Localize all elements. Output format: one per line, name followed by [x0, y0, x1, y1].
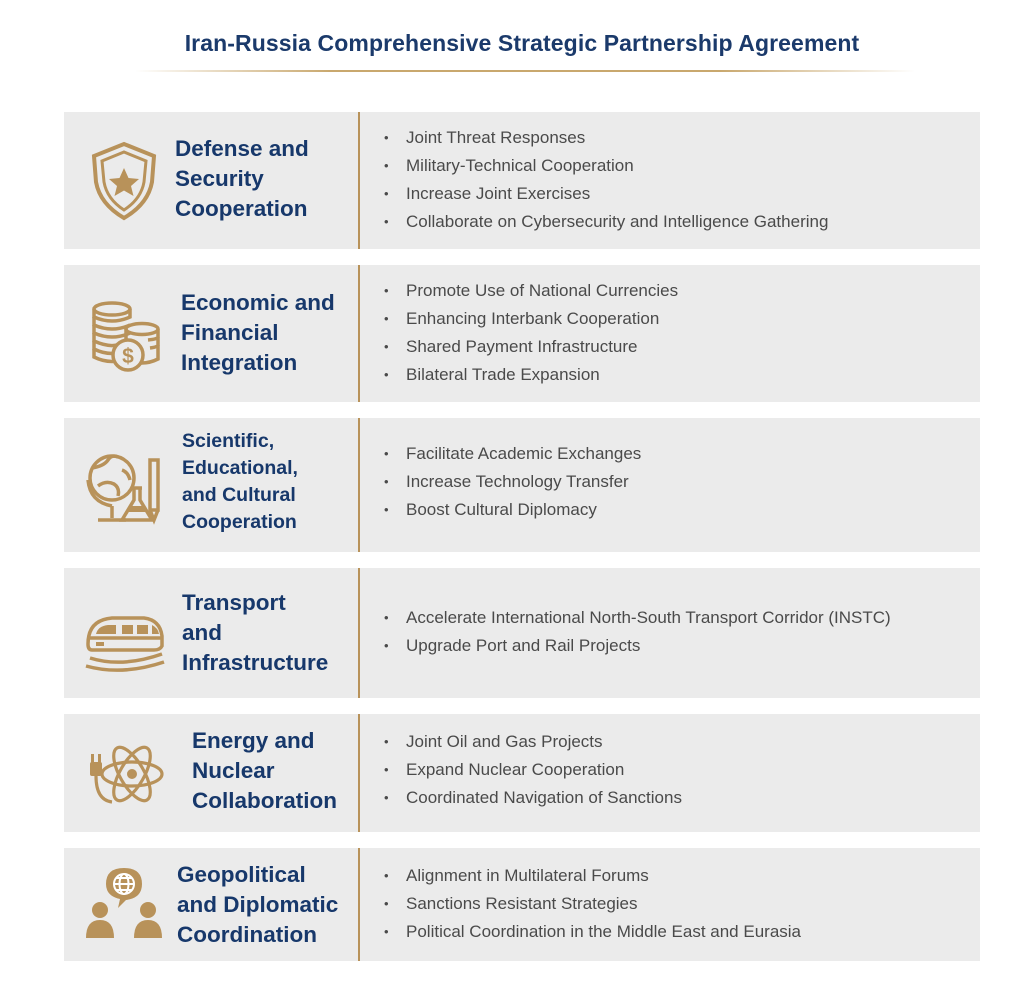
section-energy	[64, 714, 980, 832]
section-defense	[64, 112, 980, 249]
globe-flask-pencil-icon	[82, 446, 166, 530]
item-list	[384, 862, 801, 946]
page-title: Iran-Russia Comprehensive Strategic Partnership Agreement	[184, 30, 860, 56]
section-economic	[64, 265, 980, 402]
divider	[358, 112, 360, 249]
list-item: • Joint Threat Responses	[384, 124, 828, 152]
list-item: • Upgrade Port and Rail Projects	[384, 632, 891, 660]
section-heading: Scientific, Educational, and Cultural Cooperation	[182, 430, 298, 533]
svg-text:$: $	[122, 345, 134, 368]
list-item: • Bilateral Trade Expansion	[384, 361, 678, 389]
divider	[358, 714, 360, 832]
section-heading: Energy and Nuclear Collaboration	[192, 728, 337, 813]
list-item: • Increase Joint Exercises	[384, 180, 828, 208]
list-item: • Collaborate on Cybersecurity and Intelligence Gathering	[384, 208, 828, 236]
list-item: • Enhancing Interbank Cooperation	[384, 305, 678, 333]
list-item: • Expand Nuclear Cooperation	[384, 756, 682, 784]
divider	[358, 265, 360, 402]
list-item: • Coordinated Navigation of Sanctions	[384, 784, 682, 812]
list-item: • Alignment in Multilateral Forums	[384, 862, 801, 890]
shield-star-icon	[82, 138, 166, 222]
list-item: • Political Coordination in the Middle East and Eurasia	[384, 918, 801, 946]
plug-atom-icon	[82, 732, 166, 816]
coins-dollar-icon	[82, 295, 166, 379]
item-list	[384, 728, 682, 812]
item-list	[384, 277, 678, 389]
list-item: • Facilitate Academic Exchanges	[384, 440, 641, 468]
list-item: • Promote Use of National Currencies	[384, 277, 678, 305]
title-underline	[135, 70, 915, 72]
divider	[358, 568, 360, 698]
section-transport	[64, 568, 980, 698]
train-icon	[82, 594, 166, 678]
list-item: • Accelerate International North-South Transport Corridor (INSTC)	[384, 604, 891, 632]
list-item: • Military-Technical Cooperation	[384, 152, 828, 180]
section-heading: Transport and Infrastructure	[182, 590, 329, 675]
section-heading: Economic and Financial Integration	[181, 290, 335, 375]
list-item: • Increase Technology Transfer	[384, 468, 641, 496]
list-item: • Sanctions Resistant Strategies	[384, 890, 801, 918]
item-list	[384, 440, 641, 524]
section-heading: Geopolitical and Diplomatic Coordination	[177, 862, 339, 947]
section-scientific	[64, 418, 980, 552]
list-item: • Boost Cultural Diplomacy	[384, 496, 641, 524]
section-heading: Defense and Security Cooperation	[175, 136, 309, 221]
people-globe-speech-icon	[82, 862, 166, 946]
divider	[358, 418, 360, 552]
divider	[358, 848, 360, 961]
section-geopolitical	[64, 848, 980, 961]
item-list	[384, 604, 891, 660]
list-item: • Shared Payment Infrastructure	[384, 333, 678, 361]
list-item: • Joint Oil and Gas Projects	[384, 728, 682, 756]
item-list	[384, 124, 828, 236]
